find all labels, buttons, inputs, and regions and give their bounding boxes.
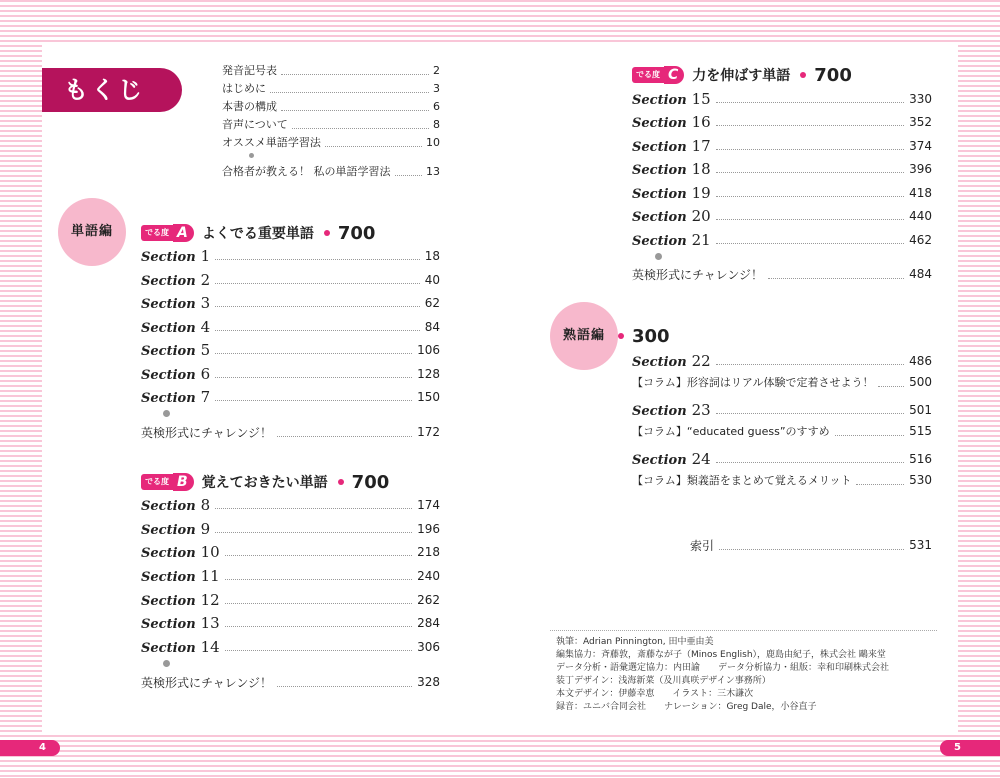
toc-entry[interactable]: オススメ単語学習法 10 bbox=[222, 135, 440, 149]
section-entry[interactable]: Section 17 374 bbox=[632, 137, 932, 155]
section-entry[interactable]: Section 24 516 bbox=[632, 450, 932, 468]
section-entry[interactable]: Section 18 396 bbox=[632, 160, 932, 178]
section-entry[interactable]: Section 14 306 bbox=[141, 638, 440, 656]
pink-dot-icon bbox=[324, 230, 330, 236]
section-entry[interactable]: Section 7 150 bbox=[141, 388, 440, 406]
challenge-entry[interactable]: 英検形式にチャレンジ！ 484 bbox=[632, 267, 932, 282]
section-entry[interactable]: Section 3 62 bbox=[141, 294, 440, 312]
level-b-heading: でる度 B 覚えておきたい単語 700 bbox=[141, 471, 389, 493]
part-label-tango: 単語編 bbox=[58, 198, 126, 266]
toc-entry[interactable]: 本書の構成 6 bbox=[222, 99, 440, 113]
bullet-dot-icon bbox=[163, 410, 170, 417]
section-entry[interactable]: Section 1 18 bbox=[141, 247, 440, 265]
part-label-jukugo: 熟語編 bbox=[550, 302, 618, 370]
column-entry[interactable]: 【コラム】“educated guess”のすすめ 515 bbox=[632, 424, 932, 438]
section-entry[interactable]: Section 15 330 bbox=[632, 90, 932, 108]
section-entry[interactable]: Section 2 40 bbox=[141, 271, 440, 289]
jukugo-heading: 300 bbox=[618, 324, 670, 348]
section-entry[interactable]: Section 20 440 bbox=[632, 207, 932, 225]
credits: 執筆：Adrian Pinnington, 田中亜由美 編集協力：斉藤敦，斎藤なが子（Minos English），鹿島由紀子，株式会社 鷗来堂 データ分析・語彙選定協力：内田諭 データ分析協力・組版：幸和印刷株式会社 装丁デザイン：浅海新菜（及川真咲デザイン事務所） 本文デザイン：伊藤幸恵 イラスト：三木謙次 録音：ユニバ合同会社 ナレーション：Greg Dale，小谷直子 bbox=[556, 637, 890, 712]
toc-entry[interactable]: 発音記号表 2 bbox=[222, 63, 440, 77]
section-entry[interactable]: Section 13 284 bbox=[141, 614, 440, 632]
index-entry[interactable]: 索引 531 bbox=[690, 538, 932, 553]
toc-entry[interactable]: 音声について 8 bbox=[222, 117, 440, 131]
column-entry[interactable]: 【コラム】類義語をまとめて覚えるメリット 530 bbox=[632, 473, 932, 487]
column-entry[interactable]: 【コラム】形容詞はリアル体験で定着させよう！ 500 bbox=[632, 375, 932, 389]
bullet-dot-icon bbox=[163, 660, 170, 667]
page-number-left: 4 bbox=[0, 740, 60, 756]
section-entry[interactable]: Section 19 418 bbox=[632, 184, 932, 202]
section-entry[interactable]: Section 23 501 bbox=[632, 401, 932, 419]
toc-entry[interactable]: 合格者が教える！ 私の単語学習法 13 bbox=[222, 164, 440, 178]
section-entry[interactable]: Section 16 352 bbox=[632, 113, 932, 131]
section-entry[interactable]: Section 11 240 bbox=[141, 567, 440, 585]
section-entry[interactable]: Section 9 196 bbox=[141, 520, 440, 538]
bullet-dot-icon bbox=[249, 153, 254, 158]
challenge-entry[interactable]: 英検形式にチャレンジ！ 328 bbox=[141, 675, 440, 690]
pink-dot-icon bbox=[338, 479, 344, 485]
toc-entry[interactable]: はじめに 3 bbox=[222, 81, 440, 95]
section-entry[interactable]: Section 4 84 bbox=[141, 318, 440, 336]
section-entry[interactable]: Section 8 174 bbox=[141, 496, 440, 514]
section-entry[interactable]: Section 12 262 bbox=[141, 591, 440, 609]
level-c-heading: でる度 C 力を伸ばす単語 700 bbox=[632, 64, 852, 86]
challenge-entry[interactable]: 英検形式にチャレンジ！ 172 bbox=[141, 425, 440, 440]
section-entry[interactable]: Section 5 106 bbox=[141, 341, 440, 359]
pink-dot-icon bbox=[800, 72, 806, 78]
level-a-heading: でる度 A よくでる重要単語 700 bbox=[141, 222, 375, 244]
credits-divider bbox=[550, 630, 937, 631]
section-entry[interactable]: Section 10 218 bbox=[141, 543, 440, 561]
section-entry[interactable]: Section 22 486 bbox=[632, 352, 932, 370]
pink-dot-icon bbox=[618, 333, 624, 339]
section-entry[interactable]: Section 6 128 bbox=[141, 365, 440, 383]
section-entry[interactable]: Section 21 462 bbox=[632, 231, 932, 249]
bullet-dot-icon bbox=[655, 253, 662, 260]
page-title: もくじ bbox=[42, 68, 182, 112]
page-number-right: 5 bbox=[940, 740, 1000, 756]
